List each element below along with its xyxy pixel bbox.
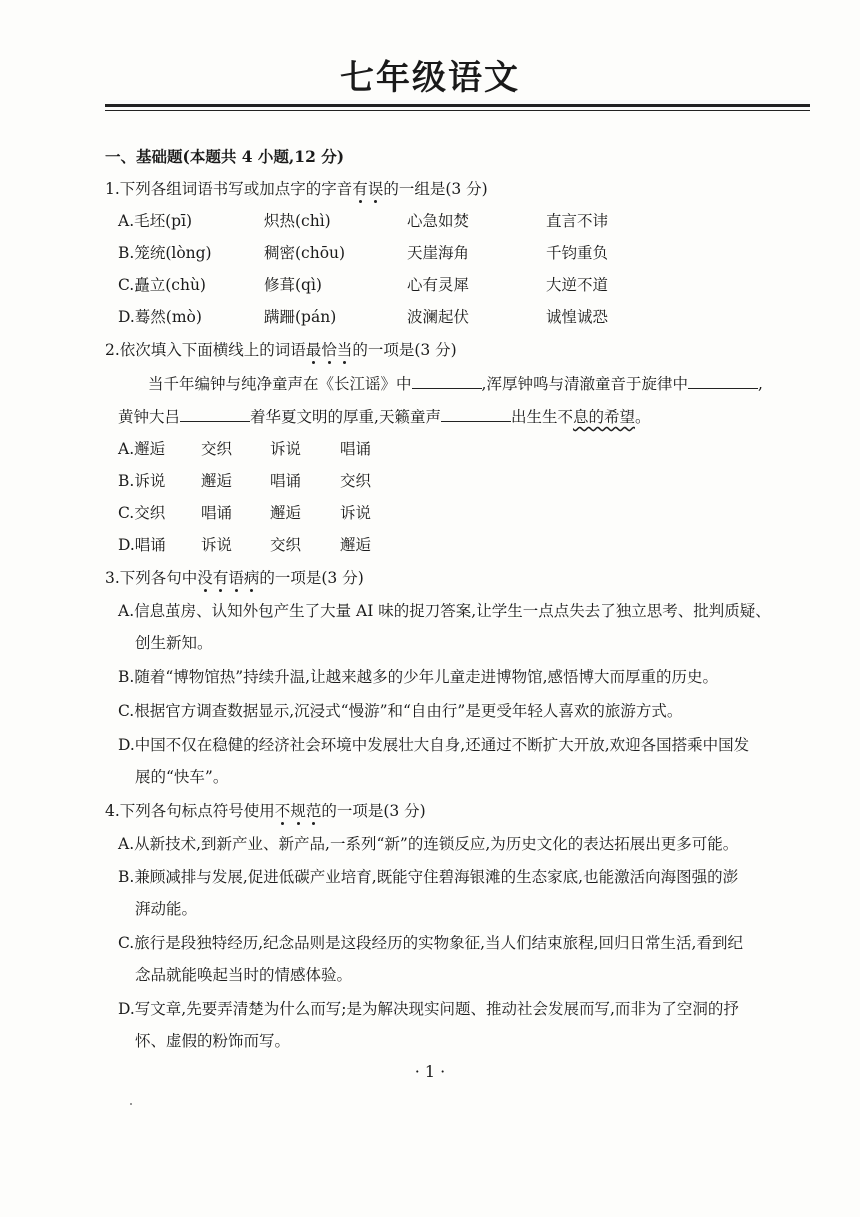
q1-option-c-1: C.矗立(chù) xyxy=(118,276,206,294)
question-3-stem: 3.下列各句中没有语病的一项是(3 分) xyxy=(105,569,364,587)
question-1-stem: 1.下列各组词语书写或加点字的字音有误的一组是(3 分) xyxy=(105,180,488,198)
blank-3 xyxy=(180,407,250,422)
q2-option-a-3: 诉说 xyxy=(270,440,302,458)
q2-option-d-1: D.唱诵 xyxy=(118,536,166,554)
q2-option-a-1: A.邂逅 xyxy=(118,440,166,458)
q1-option-c-3: 心有灵犀 xyxy=(407,276,470,294)
title-rule-thin xyxy=(105,110,810,111)
q2-option-a-2: 交织 xyxy=(201,440,233,458)
section-heading: 一、基础题(本题共 4 小题,12 分) xyxy=(105,147,345,166)
q4-option-c-cont: 念品就能唤起当时的情感体验。 xyxy=(135,966,353,984)
q1-option-d-4: 诚惶诚恐 xyxy=(546,308,609,326)
q3-option-d-cont: 展的“快车”。 xyxy=(135,768,229,786)
q2-option-a-4: 唱诵 xyxy=(340,440,372,458)
question-4-stem: 4.下列各句标点符号使用不规范的一项是(3 分) xyxy=(105,802,426,820)
q2-passage-line-1: 当千年编钟与纯净童声在《长江谣》中 ,浑厚钟鸣与清澈童音于旋律中 , xyxy=(148,375,763,393)
q4-option-b-cont: 湃动能。 xyxy=(135,900,198,918)
q3-option-d: D.中国不仅在稳健的经济社会环境中发展壮大自身,还通过不断扩大开放,欢迎各国搭乘中国发 xyxy=(118,736,750,754)
q4-option-c: C.旅行是段独特经历,纪念品则是这段经历的实物象征,当人们结束旅程,回归日常生活,看到纪 xyxy=(118,934,743,952)
q1-option-b-4: 千钧重负 xyxy=(546,244,609,262)
q1-option-c-4: 大逆不道 xyxy=(546,276,609,294)
blank-4 xyxy=(441,407,511,422)
q1-option-a-3: 心急如焚 xyxy=(407,212,470,230)
q2-option-c-1: C.交织 xyxy=(118,504,166,522)
q1-option-a-1: A.毛坯(pī) xyxy=(118,212,193,230)
q2-option-d-4: 邂逅 xyxy=(340,536,372,554)
q4-option-d-cont: 怀、虚假的粉饰而写。 xyxy=(135,1032,291,1050)
q3-option-a-cont: 创生新知。 xyxy=(135,634,213,652)
q1-option-b-2: 稠密(chōu) xyxy=(264,244,346,262)
q1-option-a-2: 炽热(chì) xyxy=(264,212,331,230)
q2-option-b-4: 交织 xyxy=(340,472,372,490)
q3-option-b: B.随着“博物馆热”持续升温,让越来越多的少年儿童走进博物馆,感悟博大而厚重的历史。 xyxy=(118,668,719,686)
blank-2 xyxy=(688,374,758,389)
q2-option-c-3: 邂逅 xyxy=(270,504,302,522)
q1-option-b-1: B.笼统(lòng) xyxy=(118,244,212,262)
q1-option-b-3: 天崖海角 xyxy=(407,244,470,262)
q4-option-a: A.从新技术,到新产业、新产品,一系列“新”的连锁反应,为历史文化的表达拓展出更多可能。 xyxy=(118,835,739,853)
page-number: · 1 · xyxy=(414,1062,446,1081)
title-rule-thick xyxy=(105,104,810,107)
q1-option-d-2: 蹒跚(pán) xyxy=(264,308,337,326)
q2-option-b-2: 邂逅 xyxy=(201,472,233,490)
q1-option-c-2: 修葺(qì) xyxy=(264,276,322,294)
blank-1 xyxy=(412,374,482,389)
q2-option-b-3: 唱诵 xyxy=(270,472,302,490)
q2-passage-line-2: 黄钟大吕 着华夏文明的厚重,天籁童声 出生生不息的希望。 xyxy=(118,408,651,426)
q4-option-d: D.写文章,先要弄清楚为什么而写;是为解决现实问题、推动社会发展而写,而非为了空洞的抒 xyxy=(118,1000,739,1018)
q1-option-d-1: D.蓦然(mò) xyxy=(118,308,202,326)
q2-option-c-2: 唱诵 xyxy=(201,504,233,522)
q1-option-d-3: 波澜起伏 xyxy=(407,308,470,326)
q3-option-c: C.根据官方调查数据显示,沉浸式“慢游”和“自由行”是更受年轻人喜欢的旅游方式。 xyxy=(118,702,683,720)
q3-option-a: A.信息茧房、认知外包产生了大量 AI 味的捉刀答案,让学生一点点失去了独立思考、批判质疑、 xyxy=(118,602,771,620)
question-2-stem: 2.依次填入下面横线上的词语最恰当的一项是(3 分) xyxy=(105,341,457,359)
q2-option-d-2: 诉说 xyxy=(201,536,233,554)
q2-option-d-3: 交织 xyxy=(270,536,302,554)
q1-option-a-4: 直言不讳 xyxy=(546,212,609,230)
q2-option-b-1: B.诉说 xyxy=(118,472,166,490)
q2-option-c-4: 诉说 xyxy=(340,504,372,522)
q4-option-b: B.兼顾减排与发展,促进低碳产业培育,既能守住碧海银滩的生态家底,也能激活向海图强的澎 xyxy=(118,868,739,886)
scan-speck xyxy=(130,1103,132,1105)
page-title: 七年级语文 xyxy=(340,58,520,98)
